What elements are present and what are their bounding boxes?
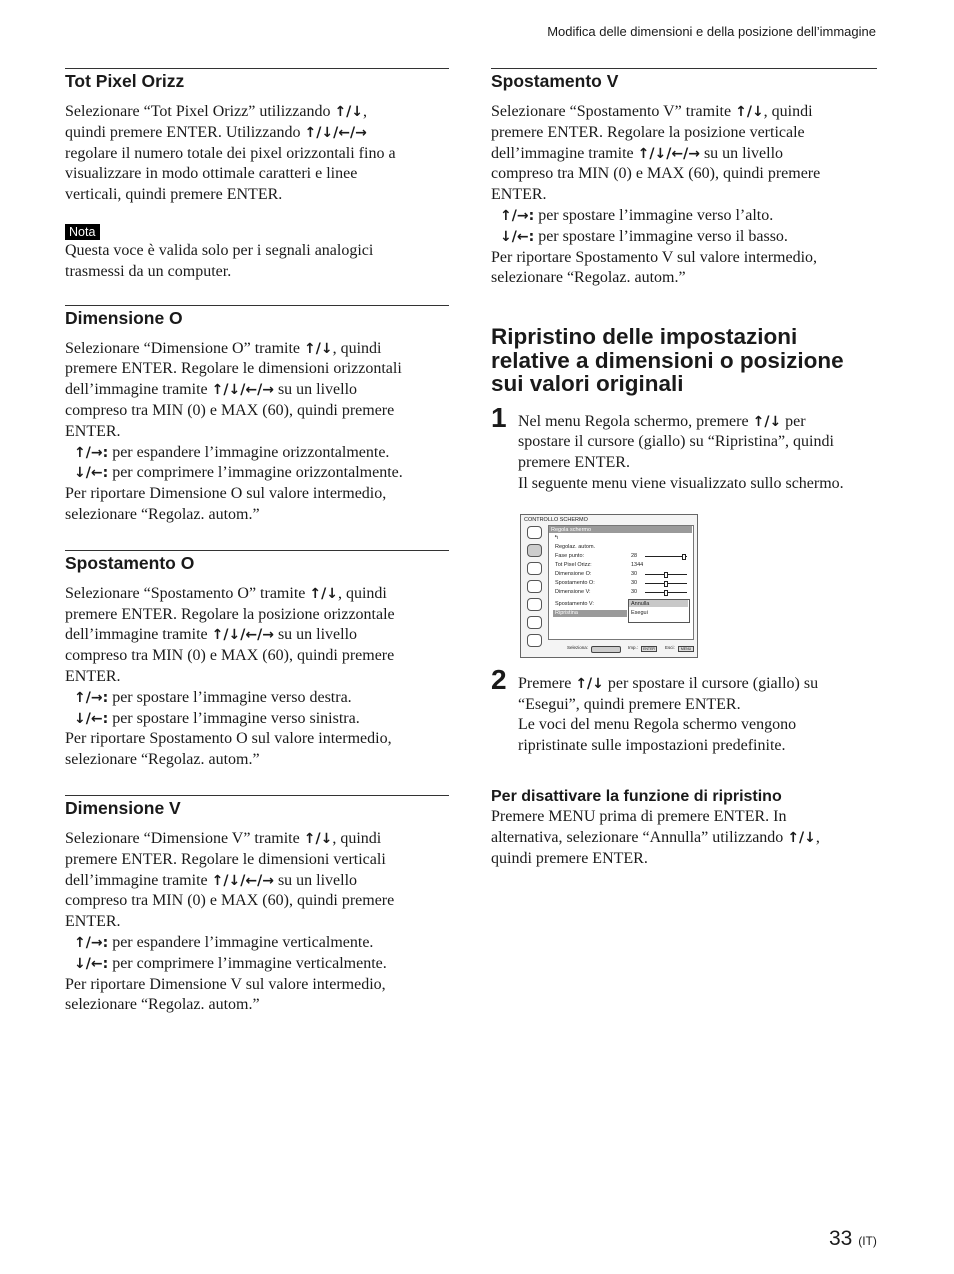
right-column bbox=[491, 68, 877, 869]
up-arrow-icon: ↑ bbox=[735, 104, 747, 120]
section-body: Selezionare “Spostamento O” tramite ↑/↓, quindi premere ENTER. Regolare la posizione orizzontale dell’immagine tramite ↑/↓/←/→ su un livello compreso tra MIN (0) e MAX (60), quindi premere ENTER. ↑/→: per spostare l’immagine verso destra. ↓/←: per spostare l’immagine verso sinistra. Per riportare Spostamento O sul valore intermedio, selezionare “Regolaz. autom.” bbox=[65, 584, 395, 769]
osd-slider-knob bbox=[664, 581, 668, 587]
down-arrow-icon: ↓ bbox=[228, 382, 241, 399]
osd-popup-annulla: Annulla bbox=[631, 600, 650, 607]
nota-body: Questa voce è valida solo per i segnali analogici trasmessi da un computer. bbox=[65, 241, 374, 280]
left-arrow-icon: ← bbox=[516, 228, 529, 245]
section-body: Selezionare “Dimensione O” tramite ↑/↓, quindi premere ENTER. Regolare le dimensioni orizzontali dell’immagine tramite ↑/↓/←/→ su un livello compreso tra MIN (0) e MAX (60), quindi premere ENTER. ↑/→: per espandere l’immagine orizzontalmente. ↓/←: per comprimere l’immagine orizzontalmente. Per riportare Dimensione O sul valore intermedio, selezionare “Regolaz. autom.” bbox=[65, 339, 403, 523]
screen-icon bbox=[527, 544, 542, 557]
osd-slider-knob bbox=[664, 572, 668, 578]
osd-footer-imp: Imp.: bbox=[628, 644, 639, 650]
section-heading-ripristino: Ripristino delle impostazioni relative a dimensioni o posizione sui valori originali bbox=[491, 324, 844, 397]
right-arrow-icon: → bbox=[262, 872, 274, 889]
osd-value: 30 bbox=[631, 588, 638, 595]
osd-value: 1344 bbox=[631, 561, 644, 568]
down-arrow-icon: ↓ bbox=[500, 228, 512, 245]
down-arrow-icon: ↓ bbox=[320, 830, 333, 847]
up-arrow-icon: ↑ bbox=[309, 585, 322, 602]
up-arrow-icon: ↑ bbox=[637, 145, 650, 162]
osd-value: 28 bbox=[631, 552, 638, 559]
right-arrow-icon: → bbox=[688, 145, 700, 162]
right-arrow-icon: → bbox=[516, 207, 529, 224]
up-arrow-icon: ↑ bbox=[575, 675, 588, 692]
section-title: Dimensione V bbox=[65, 797, 181, 818]
down-arrow-icon: ↓ bbox=[751, 104, 764, 120]
subsection-title: Per disattivare la funzione di ripristino bbox=[491, 788, 782, 806]
section-spostamento-v bbox=[491, 68, 877, 289]
option-icon bbox=[527, 598, 542, 611]
up-arrow-icon: ↑ bbox=[74, 444, 86, 461]
section-spostamento-o bbox=[65, 550, 449, 771]
osd-footer-esci: Esci: bbox=[665, 644, 675, 650]
down-arrow-icon: ↓ bbox=[74, 955, 86, 972]
section-dimensione-o bbox=[65, 305, 449, 526]
nota-badge: Nota bbox=[65, 224, 100, 240]
left-column bbox=[65, 68, 449, 1016]
osd-item-ripristina: Ripristina bbox=[555, 609, 578, 616]
osd-value: 30 bbox=[631, 579, 638, 586]
left-arrow-icon: ← bbox=[90, 955, 103, 972]
page-number: 33 (IT) bbox=[829, 1227, 877, 1250]
section-title: Spostamento O bbox=[65, 552, 195, 573]
up-arrow-icon: ↑ bbox=[211, 872, 224, 889]
up-arrow-icon: ↑ bbox=[74, 689, 86, 706]
down-arrow-icon: ↓ bbox=[769, 413, 782, 430]
osd-arrow-buttons-icon bbox=[591, 646, 621, 653]
osd-popup-esegui: Esegui bbox=[631, 609, 648, 616]
sound-icon bbox=[527, 562, 542, 575]
down-arrow-icon: ↓ bbox=[351, 104, 364, 120]
up-arrow-icon: ↑ bbox=[74, 934, 86, 951]
down-arrow-icon: ↓ bbox=[320, 340, 333, 357]
down-arrow-icon: ↓ bbox=[228, 627, 241, 644]
osd-item-fase-punto: Fase punto: bbox=[555, 552, 585, 559]
right-arrow-icon: → bbox=[90, 934, 103, 951]
right-arrow-icon: → bbox=[262, 627, 274, 644]
section-body: Selezionare “Dimensione V” tramite ↑/↓, quindi premere ENTER. Regolare le dimensioni verticali dell’immagine tramite ↑/↓/←/→ su un livello compreso tra MIN (0) e MAX (60), quindi premere ENTER. ↑/→: per espandere l’immagine verticalmente. ↓/←: per comprimere l’immagine verticalmente. Per riportare Dimensione V sul valore intermedio, selezionare “Regolaz. autom.” bbox=[65, 829, 395, 1014]
down-arrow-icon: ↓ bbox=[321, 124, 334, 141]
osd-slider-track bbox=[645, 556, 687, 557]
step-number: 2 bbox=[491, 663, 507, 695]
osd-item-regolaz-autom: Regolaz. autom. bbox=[555, 543, 596, 550]
down-arrow-icon: ↓ bbox=[654, 145, 667, 162]
setup-icon bbox=[527, 580, 542, 593]
right-arrow-icon: → bbox=[355, 124, 367, 141]
left-arrow-icon: ← bbox=[671, 145, 684, 162]
up-arrow-icon: ↑ bbox=[304, 340, 316, 357]
osd-item-spostamento-v: Spostamento V: bbox=[555, 600, 594, 607]
osd-item-tot-pixel: Tot Pixel Orizz: bbox=[555, 561, 592, 568]
osd-enter-button: ENTER bbox=[641, 646, 657, 652]
osd-menu-title: Regola schermo bbox=[551, 526, 592, 533]
up-arrow-icon: ↑ bbox=[787, 829, 800, 846]
osd-slider-knob bbox=[682, 554, 686, 560]
osd-item-dimensione-o: Dimensione O: bbox=[555, 570, 592, 577]
section-body: Selezionare “Spostamento V” tramite ↑/↓, quindi premere ENTER. Regolare la posizione verticale dell’immagine tramite ↑/↓/←/→ su un livello compreso tra MIN (0) e MAX (60), quindi premere ENTER. ↑/→: per spostare l’immagine verso l’alto. ↓/←: per spostare l’immagine verso il basso. Per riportare Spostamento V sul valore intermedio, selezionare “Regolaz. autom.” bbox=[491, 103, 821, 287]
right-arrow-icon: → bbox=[262, 382, 274, 399]
step-1: 1 Nel menu Regola schermo, premere ↑/↓ per spostare il cursore (giallo) su “Ripristina”, quindi premere ENTER. Il seguente menu viene visualizzato sullo schermo. bbox=[491, 401, 844, 493]
left-arrow-icon: ← bbox=[90, 710, 103, 727]
up-arrow-icon: ↑ bbox=[752, 413, 765, 430]
down-arrow-icon: ↓ bbox=[804, 829, 816, 846]
osd-value: 30 bbox=[631, 570, 638, 577]
osd-menu-button: MENU bbox=[678, 646, 694, 652]
section-tot-pixel bbox=[65, 68, 449, 283]
input-icon bbox=[527, 634, 542, 647]
osd-menu-screenshot bbox=[520, 514, 698, 658]
osd-item-spostamento-o: Spostamento O: bbox=[555, 579, 595, 586]
section-body: Selezionare “Tot Pixel Orizz” utilizzando ↑/↓, quindi premere ENTER. Utilizzando ↑/↓/←/→ regolare il numero totale dei pixel orizzontali fino a visualizzare in modo ottimale caratteri e linee verticali, quindi premere ENTER. bbox=[65, 103, 396, 204]
osd-footer-select: Seleziona: bbox=[567, 644, 589, 650]
up-arrow-icon: ↑ bbox=[334, 104, 347, 120]
down-arrow-icon: ↓ bbox=[74, 465, 86, 482]
osd-item-dimensione-v: Dimensione V: bbox=[555, 588, 591, 595]
down-arrow-icon: ↓ bbox=[326, 585, 338, 602]
left-arrow-icon: ← bbox=[245, 872, 258, 889]
return-icon: ↰ bbox=[554, 534, 559, 541]
section-title: Tot Pixel Orizz bbox=[65, 71, 185, 91]
down-arrow-icon: ↓ bbox=[74, 710, 86, 727]
section-title: Dimensione O bbox=[65, 307, 183, 328]
section-title: Spostamento V bbox=[491, 71, 619, 91]
up-arrow-icon: ↑ bbox=[211, 627, 224, 644]
picture-icon bbox=[527, 526, 542, 539]
left-arrow-icon: ← bbox=[245, 627, 258, 644]
left-arrow-icon: ← bbox=[90, 465, 103, 482]
up-arrow-icon: ↑ bbox=[500, 207, 512, 224]
right-arrow-icon: → bbox=[90, 689, 103, 706]
step-number: 1 bbox=[491, 401, 507, 433]
down-arrow-icon: ↓ bbox=[228, 872, 241, 889]
section-dimensione-v bbox=[65, 795, 449, 1016]
running-header: Modifica delle dimensioni e della posizione dell’immagine bbox=[547, 24, 876, 39]
osd-header: CONTROLLO SCHERMO bbox=[524, 516, 588, 523]
left-arrow-icon: ← bbox=[245, 382, 258, 399]
timer-icon bbox=[527, 616, 542, 629]
right-arrow-icon: → bbox=[90, 444, 103, 461]
step-2: 2 Premere ↑/↓ per spostare il cursore (giallo) su “Esegui”, quindi premere ENTER. Le voci del menu Regola schermo vengono ripristinate sulle impostazioni predefinite. bbox=[491, 663, 819, 755]
subsection-body: Premere MENU prima di premere ENTER. In alternativa, selezionare “Annulla” utilizzando ↑/↓, quindi premere ENTER. bbox=[491, 808, 820, 867]
up-arrow-icon: ↑ bbox=[304, 124, 317, 141]
up-arrow-icon: ↑ bbox=[211, 382, 224, 399]
left-arrow-icon: ← bbox=[338, 124, 350, 141]
down-arrow-icon: ↓ bbox=[592, 675, 604, 692]
osd-slider-knob bbox=[664, 590, 668, 596]
up-arrow-icon: ↑ bbox=[303, 830, 316, 847]
